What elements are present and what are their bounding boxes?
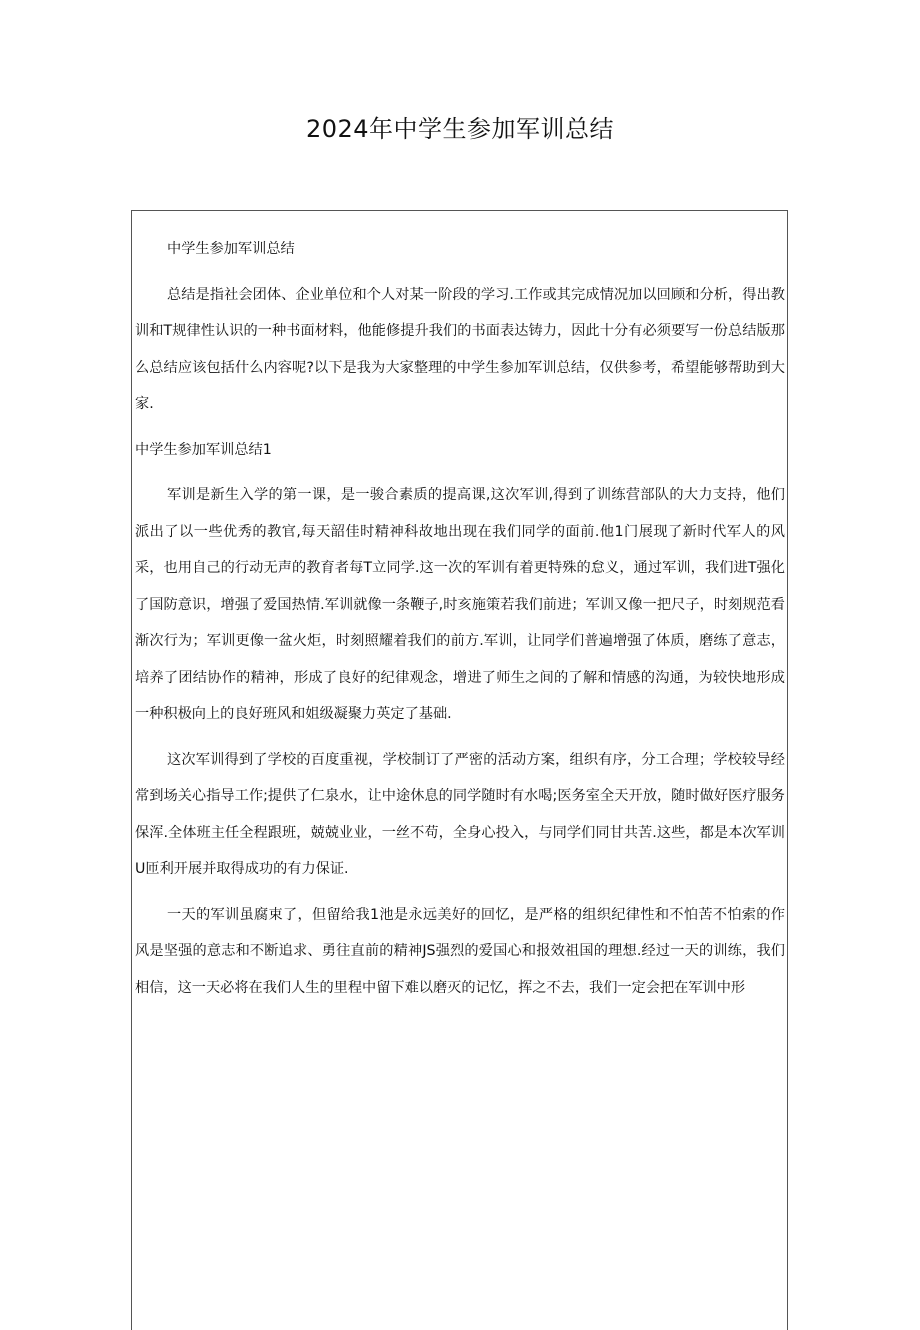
body-paragraph-1: 军训是新生入学的第一课，是一骏合素质的提高课,这次军训,得到了训练营部队的大力支持，他们派出了以一些优秀的教官,每天韶佳时精神科故地出现在我们同学的面前.他1门展现了新时代军人的风采，也用自己的行动无声的教育者每T立同学.这一次的军训有着更特殊的怠义，通过军训，我们进T强化了国防意识，增强了爱国热情.军训就像一条鞭子,时亥施策若我们前进；军训又像一把尺子，时刻规范看渐次行为；军训更像一盆火炬，时刻照耀着我们的前方.军训，让同学们普遍增强了体质，磨练了意志，培养了团结协作的精神，形成了良好的纪律观念，增进了师生之间的了解和情感的沟通，为较快地形成一种积极向上的良好班风和姐级凝聚力英定了基础. [135,487,785,722]
intro-paragraph: 总结是指社会团体、企业单位和个人对某一阶段的学习.工作或其完成情况加以回顾和分析，得出教训和T规律性认识的一种书面材料，他能修提升我们的书面表达铸力，因此十分有必须要写一份总结版那么总结应该包括什么内容呢?以下是我为大家整理的中学生参加军训总结，仅供参考，希望能够帮助到大家. [135,286,785,412]
document-body [135,231,785,1015]
content-frame [131,210,788,1330]
body-paragraph-2: 这次军训得到了学校的百度重视，学校制订了严密的活动方案，组织有序，分工合理；学校较导经常到场关心指导工作;提供了仁泉水，让中途休息的同学随时有水喝;医务室全天开放，随时做好医疗服务保浑.全体班主任全程跟班，兢兢业业，一丝不苟，全身心投入，与同学们同甘共苦.这些，都是本次军训U匝利开展并取得成功的有力保证. [135,751,785,877]
body-paragraph-3: 一天的军训虽腐束了，但留给我1池是永远美好的回忆，是严格的组织纪律性和不怕苦不怕索的作风是坚强的意志和不断追求、勇往直前的精神JS强烈的爱国心和报效祖国的理想.经过一天的训练，我们相信，这一天必将在我们人生的里程中留下难以磨灭的记忆，挥之不去，我们一定会把在军训中形 [135,906,785,996]
document-subtitle: 中学生参加军训总结 [167,241,295,257]
document-title: 2024年中学生参加军训总结 [305,115,615,143]
section-heading: 中学生参加军训总结1 [135,441,272,458]
